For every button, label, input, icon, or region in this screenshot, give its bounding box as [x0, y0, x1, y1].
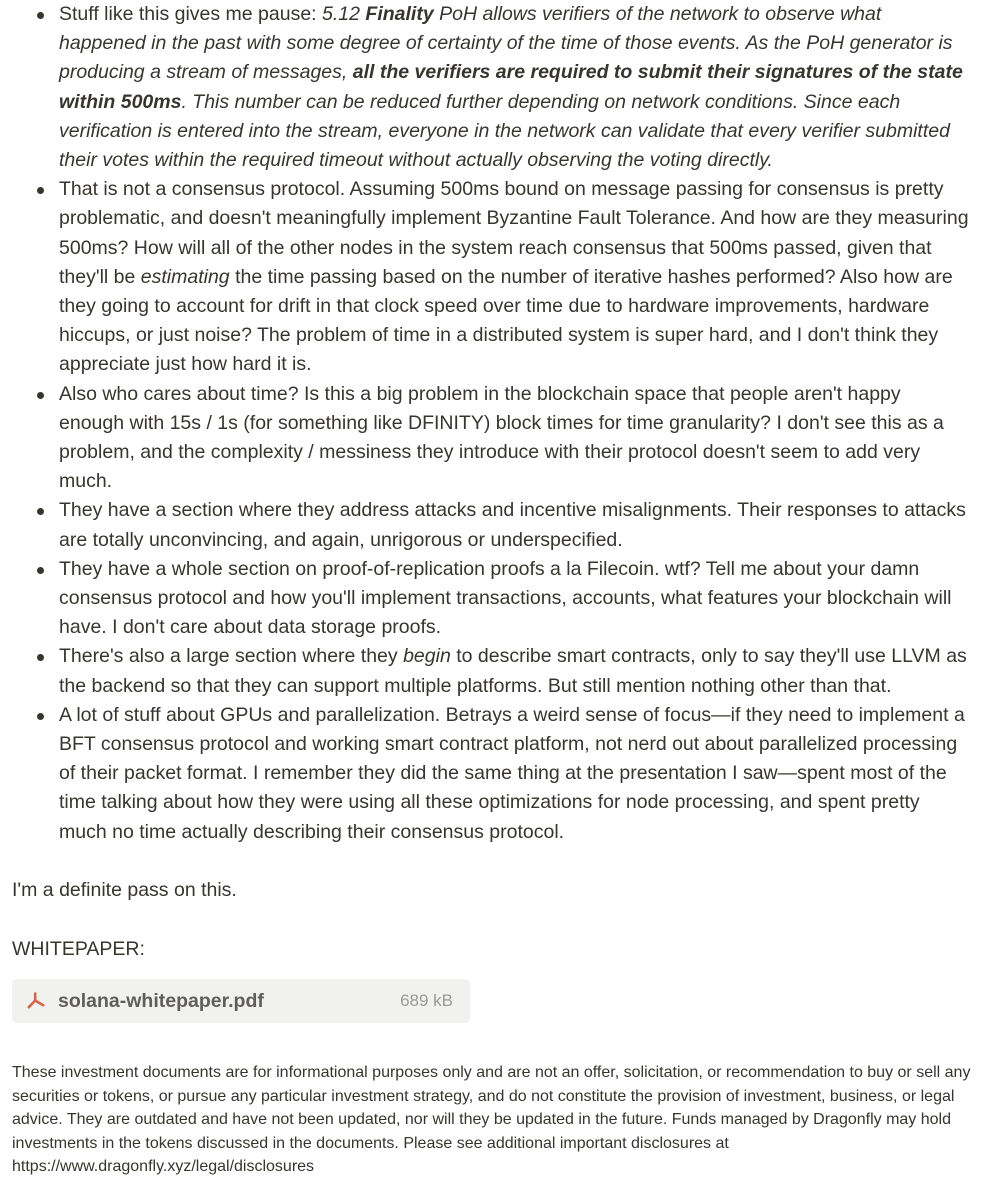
- bullet-item: [12, 555, 970, 643]
- bullet-part: Stuff like this gives me pause:: [59, 3, 323, 25]
- bullet-part-bold-italic: all the verifiers are required to submit their signatures of the state within 500ms: [59, 61, 963, 113]
- bullet-part: A lot of stuff about GPUs and parallelization. Betrays a weird sense of focus—if they need to implement a BFT consensus protocol and working smart contract platform, not nerd out about parallelized processing of their packet format. I remember they did the same thing at the presentation I saw—spent most of the time talking about how they were using all these optimizations for node processing, and spent pretty much no time actually describing their consensus protocol.: [59, 703, 965, 843]
- bullet-item: [12, 496, 970, 554]
- bullet-item: [12, 175, 970, 379]
- bullet-part-italic: . This number can be reduced further depending on network conditions. Since each verification is entered into the stream, everyone in the network can validate that every verifier submitted their votes within the required timeout without actually observing the voting directly.: [59, 90, 950, 172]
- bullet-item: [12, 380, 970, 497]
- bullet-dot: [37, 12, 44, 19]
- bullet-part-italic: estimating: [140, 265, 230, 288]
- bullet-part: They have a section where they address attacks and incentive misalignments. Their responses to attacks are totally unconvincing, and again, unrigorous or underspecified.: [59, 499, 966, 551]
- bullet-part: They have a whole section on proof-of-replication proofs a la Filecoin. wtf? Tell me about your damn consensus protocol and how you'll implement transactions, accounts, what features your blockchain will have. I don't care about data storage proofs.: [59, 557, 952, 639]
- bullet-dot: [37, 392, 44, 399]
- bullet-part-italic: 5.12: [322, 3, 366, 25]
- bullet-list: [12, 0, 970, 847]
- bullet-part-italic: PoH allows verifiers of the network to observe what happened in the past with some degree of certainty of the time of those events. As the PoH generator is producing a stream of messages,: [59, 3, 953, 84]
- pdf-icon: [26, 991, 46, 1011]
- bullet-part: to describe smart contracts, only to say they'll use LLVM as the backend so that they can support multiple platforms. But still mention nothing other than that.: [59, 645, 967, 697]
- bullet-part: That is not a consensus protocol. Assuming 500ms bound on message passing for consensus is pretty problematic, and doesn't meaningfully implement Byzantine Fault Tolerance. And how are they measuring 500ms? How will all of the other nodes in the system reach consensus that 500ms passed, given that they'll be: [59, 178, 969, 288]
- bullet-item: [12, 701, 970, 847]
- bullet-item: [12, 0, 970, 175]
- page-content: [12, 0, 971, 1176]
- file-name[interactable]: solana-whitepaper.pdf: [58, 990, 264, 1012]
- disclaimer-text: These investment documents are for informational purposes only and are not an offer, solicitation, or recommendation to buy or sell any securities or tokens, or pursue any particular investment strategy, and do not constitute the provision of investment, business, or legal advice. They are outdated and have not been updated, nor will they be updated in the future. Funds managed by Dragonfly may hold investments in the tokens discussed in the documents. Please see additional important disclosures at https://www.dragonfly.xyz/legal/disclosures: [12, 1064, 971, 1176]
- bullet-part: Also who cares about time? Is this a big problem in the blockchain space that people aren't happy enough with 15s / 1s (for something like DFINITY) block times for time granularity? I don't see this as a problem, and the complexity / messiness they introduce with their protocol doesn't seem to add very much.: [59, 382, 944, 493]
- bullet-part-bold-italic: Finality: [365, 3, 434, 25]
- whitepaper-label: WHITEPAPER:: [12, 938, 145, 960]
- file-size: 689 kB: [400, 991, 453, 1010]
- file-attachment[interactable]: [12, 979, 470, 1023]
- bullet-dot: [37, 654, 44, 661]
- bullet-part-italic: begin: [403, 645, 451, 668]
- bullet-dot: [37, 187, 44, 194]
- bullet-part: There's also a large section where they: [59, 645, 404, 668]
- bullet-dot: [37, 567, 44, 574]
- bullet-item: [12, 642, 970, 700]
- conclusion-text: I'm a definite pass on this.: [12, 879, 237, 901]
- bullet-part: the time passing based on the number of iterative hashes performed? Also how are they going to account for drift in that clock speed over time due to hardware improvements, hardware hiccups, or just noise? The problem of time in a distributed system is super hard, and I don't think they appreciate just how hard it is.: [59, 265, 953, 376]
- bullet-dot: [37, 508, 44, 515]
- bullet-dot: [37, 713, 44, 720]
